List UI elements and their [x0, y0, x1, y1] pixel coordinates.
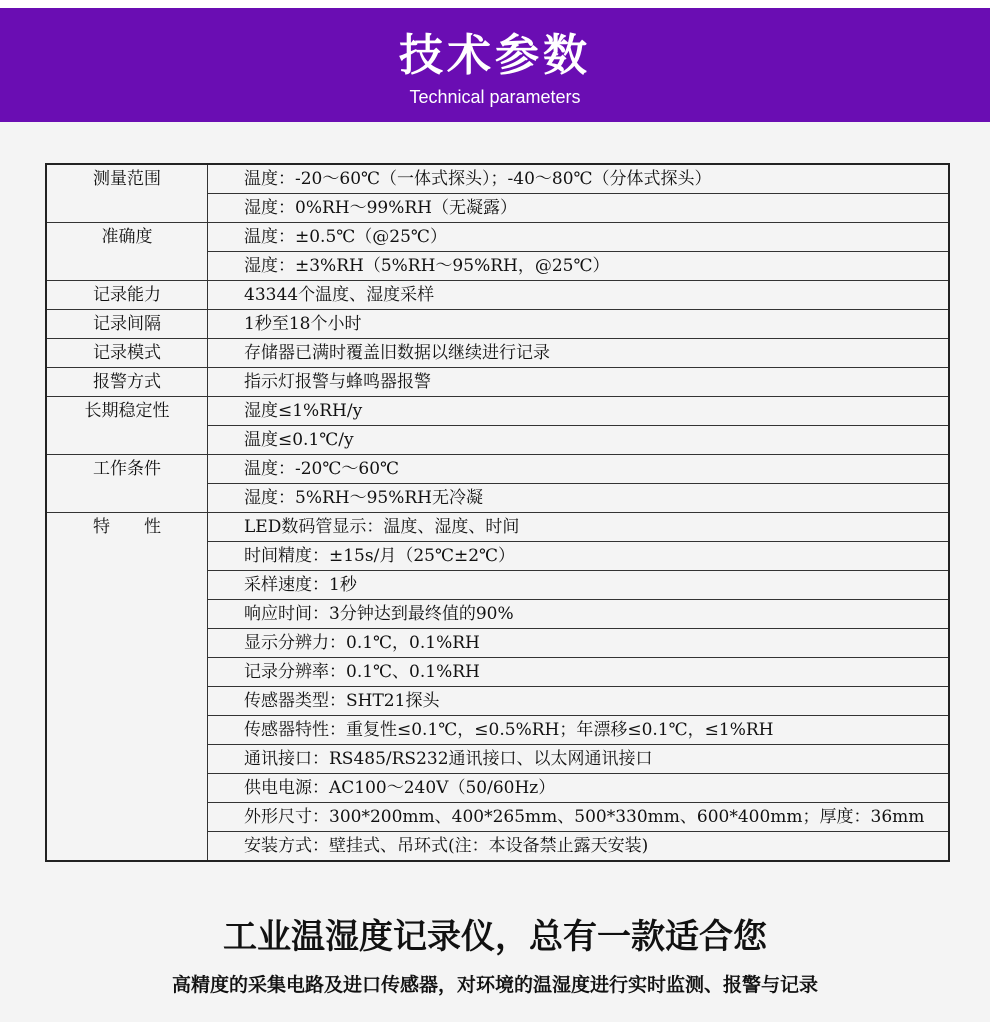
- spec-value: 湿度：5%RH～95%RH无冷凝: [208, 484, 950, 513]
- spec-label: 长期稳定性: [46, 397, 208, 455]
- spec-value: LED数码管显示：温度、湿度、时间: [208, 513, 950, 542]
- spec-label: 测量范围: [46, 164, 208, 223]
- spec-label: 准确度: [46, 223, 208, 281]
- spec-row-record-mode: [46, 339, 949, 368]
- spec-value: 湿度：0%RH～99%RH（无凝露）: [208, 194, 950, 223]
- spec-value: 湿度≤1%RH/y: [208, 397, 950, 426]
- spec-value: 存储器已满时覆盖旧数据以继续进行记录: [208, 339, 950, 368]
- spec-row-alarm-mode: [46, 368, 949, 397]
- spec-value: 安装方式：壁挂式、吊环式(注：本设备禁止露天安装): [208, 832, 950, 862]
- spec-value: 传感器类型：SHT21探头: [208, 687, 950, 716]
- spec-row-features: [46, 513, 949, 542]
- spec-row-working-conditions: [46, 455, 949, 484]
- spec-value: 显示分辨力：0.1℃，0.1%RH: [208, 629, 950, 658]
- footer-title: 工业温湿度记录仪，总有一款适合您: [223, 917, 767, 957]
- spec-row-accuracy: [46, 223, 949, 252]
- spec-row-long-term-stability: [46, 397, 949, 426]
- spec-row-record-interval: [46, 310, 949, 339]
- spec-value: 温度：-20～60℃（一体式探头）；-40～80℃（分体式探头）: [208, 164, 950, 194]
- spec-table-wrapper: [45, 163, 950, 862]
- page-subtitle: Technical parameters: [409, 87, 581, 107]
- page-title: 技术参数: [399, 30, 591, 81]
- spec-value: 温度：-20℃～60℃: [208, 455, 950, 484]
- spec-label: 特 性: [46, 513, 208, 862]
- spec-table: [45, 163, 950, 862]
- spec-label: 工作条件: [46, 455, 208, 513]
- spec-value: 温度：±0.5℃（@25℃）: [208, 223, 950, 252]
- spec-value: 湿度：±3%RH（5%RH～95%RH，@25℃）: [208, 252, 950, 281]
- spec-value: 传感器特性：重复性≤0.1℃，≤0.5%RH；年漂移≤0.1℃，≤1%RH: [208, 716, 950, 745]
- header-banner: [0, 8, 990, 122]
- spec-value: 时间精度：±15s/月（25℃±2℃）: [208, 542, 950, 571]
- spec-row-measure-range: [46, 164, 949, 194]
- spec-value: 温度≤0.1℃/y: [208, 426, 950, 455]
- spec-label: 记录模式: [46, 339, 208, 368]
- spec-label: 记录能力: [46, 281, 208, 310]
- spec-value: 响应时间：3分钟达到最终值的90%: [208, 600, 950, 629]
- footer-subtitle: 高精度的采集电路及进口传感器，对环境的温湿度进行实时监测、报警与记录: [171, 974, 818, 996]
- spec-value: 43344个温度、湿度采样: [208, 281, 950, 310]
- spec-value: 指示灯报警与蜂鸣器报警: [208, 368, 950, 397]
- spec-value: 通讯接口：RS485/RS232通讯接口、以太网通讯接口: [208, 745, 950, 774]
- spec-row-record-capacity: [46, 281, 949, 310]
- spec-label: 报警方式: [46, 368, 208, 397]
- spec-label: 记录间隔: [46, 310, 208, 339]
- top-strip: [0, 0, 990, 8]
- spec-value: 1秒至18个小时: [208, 310, 950, 339]
- spec-value: 外形尺寸：300*200mm、400*265mm、500*330mm、600*400mm；厚度：36mm: [208, 803, 950, 832]
- spec-value: 供电电源：AC100～240V（50/60Hz）: [208, 774, 950, 803]
- spec-value: 采样速度：1秒: [208, 571, 950, 600]
- spec-value: 记录分辨率：0.1℃、0.1%RH: [208, 658, 950, 687]
